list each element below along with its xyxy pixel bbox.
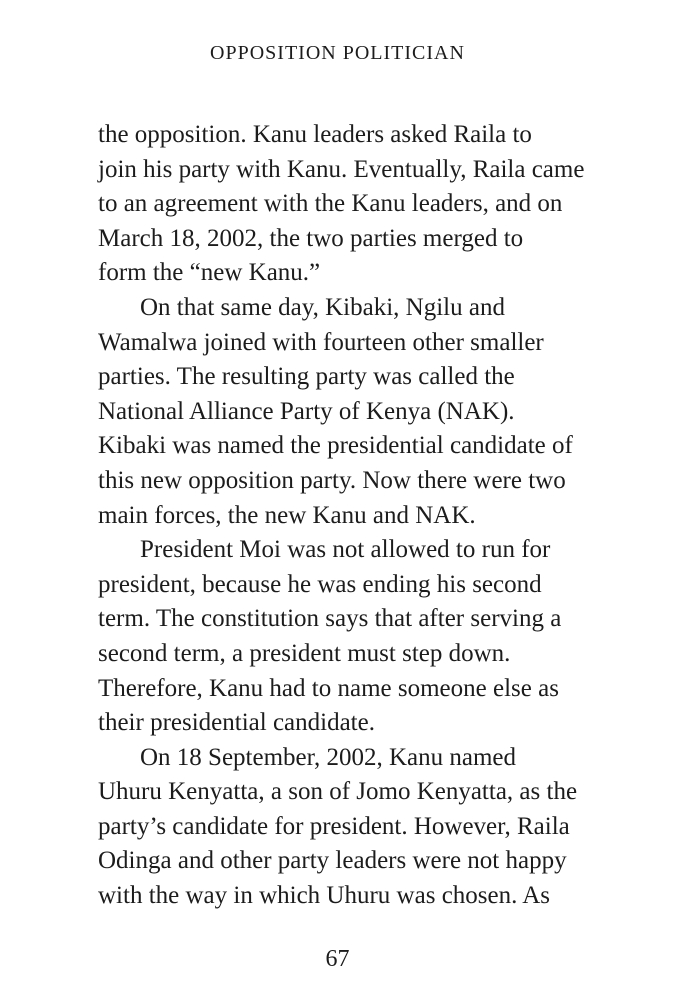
text-line: to an agreement with the Kanu leaders, and on: [98, 190, 563, 218]
text-line: president, because he was ending his second: [98, 570, 542, 598]
text-line: form the “new Kanu.”: [98, 259, 321, 287]
text-line: March 18, 2002, the two parties merged to: [98, 224, 524, 252]
text-line: Kibaki was named the presidential candidate of: [98, 432, 573, 460]
text-line: main forces, the new Kanu and NAK.: [98, 501, 476, 529]
text-line: join his party with Kanu. Eventually, Raila came: [98, 155, 585, 183]
text-line: their presidential candidate.: [98, 709, 375, 737]
text-line: Uhuru Kenyatta, a son of Jomo Kenyatta, as the: [98, 778, 578, 806]
paragraph-first-line: On that same day, Kibaki, Ngilu and: [140, 293, 505, 321]
paragraph-first-line: President Moi was not allowed to run for: [140, 536, 551, 564]
text-line: Wamalwa joined with fourteen other smaller: [98, 328, 544, 356]
text-line: National Alliance Party of Kenya (NAK).: [98, 397, 515, 425]
running-head: OPPOSITION POLITICIAN: [210, 42, 465, 64]
text-line: with the way in which Uhuru was chosen. As: [98, 882, 551, 910]
text-line: this new opposition party. Now there were two: [98, 466, 566, 494]
paragraph-first-line: On 18 September, 2002, Kanu named: [140, 743, 517, 771]
text-line: second term, a president must step down.: [98, 639, 511, 667]
text-line: parties. The resulting party was called the: [98, 363, 515, 391]
text-line: term. The constitution says that after serving a: [98, 605, 562, 633]
text-line: Odinga and other party leaders were not happy: [98, 847, 567, 875]
text-line: party’s candidate for president. However, Raila: [98, 812, 570, 840]
page-number: 67: [325, 946, 350, 972]
text-line: Therefore, Kanu had to name someone else as: [98, 674, 559, 702]
body-text: [98, 118, 618, 914]
text-line: the opposition. Kanu leaders asked Raila to: [98, 121, 532, 148]
